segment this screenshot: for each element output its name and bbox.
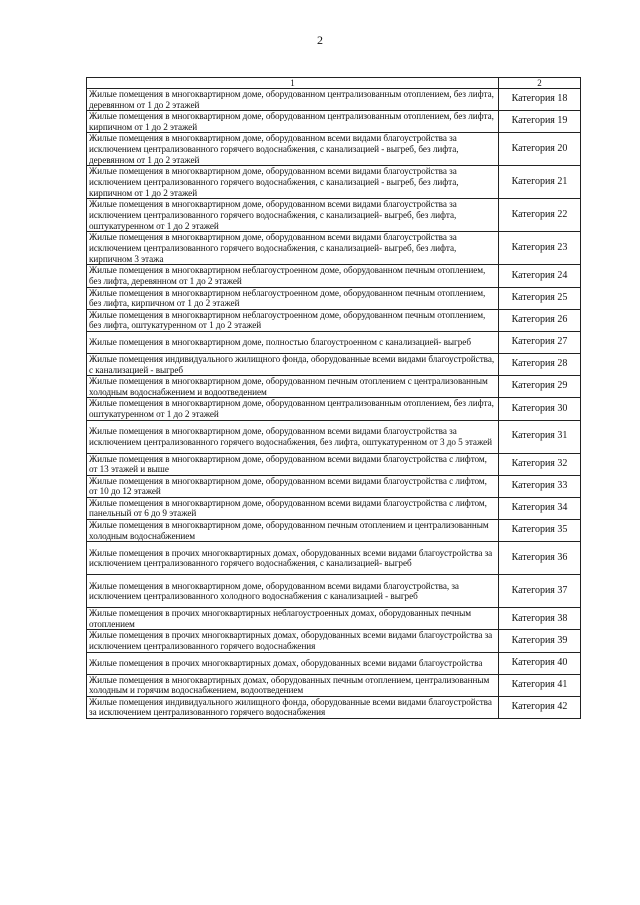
row-category: Категория 42 <box>499 696 581 718</box>
row-category: Категория 34 <box>499 497 581 519</box>
table-row <box>87 542 581 575</box>
row-description: Жилые помещения в многоквартирном доме, оборудованном всеми видами благоустройства с лифтом, от 13 этажей и выше <box>87 453 499 475</box>
row-description: Жилые помещения в прочих многоквартирных неблагоустроенных домах, оборудованных печным отоплением <box>87 608 499 630</box>
table-row <box>87 497 581 519</box>
table-row <box>87 420 581 453</box>
row-description: Жилые помещения в многоквартирном доме, оборудованном всеми видами благоустройства с лифтом, от 10 до 12 этажей <box>87 475 499 497</box>
row-description: Жилые помещения в многоквартирном доме, оборудованном централизованным отоплением, без лифта, деревянном от 1 до 2 этажей <box>87 89 499 111</box>
row-category: Категория 30 <box>499 398 581 420</box>
column-header-2: 2 <box>499 78 581 89</box>
row-description: Жилые помещения в многоквартирном доме, оборудованном централизованным отоплением, без лифта, кирпичном от 1 до 2 этажей <box>87 111 499 133</box>
row-description: Жилые помещения в многоквартирном неблагоустроенном доме, оборудованном печным отоплением, без лифта, оштукатуренном от 1 до 2 этажей <box>87 309 499 331</box>
row-description: Жилые помещения в многоквартирном доме, оборудованном всеми видами благоустройства за исключением централизованного горячего водоснабжения, с канализацией - выгреб, без лифта, кирпичном от 1 до 2 этажей <box>87 166 499 199</box>
table-row <box>87 630 581 652</box>
row-category: Категория 24 <box>499 265 581 287</box>
table-row <box>87 309 581 331</box>
table-row <box>87 376 581 398</box>
row-description: Жилые помещения индивидуального жилищного фонда, оборудованные всеми видами благоустройства, с канализацией - выгреб <box>87 353 499 375</box>
table-row <box>87 166 581 199</box>
row-description: Жилые помещения в многоквартирном доме, оборудованном всеми видами благоустройства за исключением централизованного горячего водоснабжения, без лифта, оштукатуренном от 3 до 5 этажей <box>87 420 499 453</box>
row-description: Жилые помещения в прочих многоквартирных домах, оборудованных всеми видами благоустройства <box>87 652 499 674</box>
row-category: Категория 39 <box>499 630 581 652</box>
row-category: Категория 40 <box>499 652 581 674</box>
row-category: Категория 18 <box>499 89 581 111</box>
table-row <box>87 674 581 696</box>
row-category: Категория 41 <box>499 674 581 696</box>
row-description: Жилые помещения в многоквартирном неблагоустроенном доме, оборудованном печным отоплением, без лифта, деревянном от 1 до 2 этажей <box>87 265 499 287</box>
row-category: Категория 22 <box>499 199 581 232</box>
table-row <box>87 287 581 309</box>
row-description: Жилые помещения индивидуального жилищного фонда, оборудованные всеми видами благоустройства за исключением централизованного горячего водоснабжения <box>87 696 499 718</box>
table-row <box>87 331 581 353</box>
row-description: Жилые помещения в многоквартирном доме, оборудованном всеми видами благоустройства с лифтом, панельный от 6 до 9 этажей <box>87 497 499 519</box>
row-category: Категория 21 <box>499 166 581 199</box>
table-row <box>87 89 581 111</box>
table-row <box>87 652 581 674</box>
table-row <box>87 111 581 133</box>
row-category: Категория 36 <box>499 542 581 575</box>
table-row <box>87 696 581 718</box>
row-category: Категория 20 <box>499 133 581 166</box>
row-category: Категория 37 <box>499 575 581 608</box>
table-row <box>87 453 581 475</box>
row-category: Категория 23 <box>499 232 581 265</box>
row-category: Категория 31 <box>499 420 581 453</box>
row-category: Категория 32 <box>499 453 581 475</box>
row-category: Категория 27 <box>499 331 581 353</box>
table-row <box>87 265 581 287</box>
row-description: Жилые помещения в прочих многоквартирных домах, оборудованных всеми видами благоустройства за исключением централизованного горячего водоснабжения <box>87 630 499 652</box>
table-row <box>87 520 581 542</box>
table-row <box>87 608 581 630</box>
row-category: Категория 25 <box>499 287 581 309</box>
row-category: Категория 35 <box>499 520 581 542</box>
table-row <box>87 199 581 232</box>
table-row <box>87 133 581 166</box>
row-description: Жилые помещения в многоквартирном неблагоустроенном доме, оборудованном печным отоплением, без лифта, кирпичном от 1 до 2 этажей <box>87 287 499 309</box>
row-description: Жилые помещения в прочих многоквартирных домах, оборудованных всеми видами благоустройства за исключением централизованного горячего водоснабжения, с канализацией- выгреб <box>87 542 499 575</box>
row-category: Категория 28 <box>499 353 581 375</box>
category-table <box>86 77 581 719</box>
row-description: Жилые помещения в многоквартирном доме, оборудованном всеми видами благоустройства за исключением централизованного горячего водоснабжения, с канализацией- выгреб, без лифта, кирпичном 3 этажа <box>87 232 499 265</box>
row-description: Жилые помещения в многоквартирном доме, оборудованном всеми видами благоустройства за исключением централизованного горячего водоснабжения, с канализацией- выгреб, без лифта, оштукатуренном от 1 до 2 этажей <box>87 199 499 232</box>
row-description: Жилые помещения в многоквартирном доме, оборудованном печным отоплением и централизованным холодным водоснабжением <box>87 520 499 542</box>
row-description: Жилые помещения в многоквартирном доме, оборудованном всеми видами благоустройства, за исключением централизованного холодного водоснабжения с канализацией - выгреб <box>87 575 499 608</box>
column-header-1: 1 <box>87 78 499 89</box>
row-category: Категория 19 <box>499 111 581 133</box>
row-category: Категория 29 <box>499 376 581 398</box>
table-row <box>87 575 581 608</box>
table-row <box>87 353 581 375</box>
table-header-row <box>87 78 581 89</box>
row-description: Жилые помещения в многоквартирном доме, полностью благоустроенном с канализацией- выгреб <box>87 331 499 353</box>
row-category: Категория 38 <box>499 608 581 630</box>
page-number: 2 <box>317 33 323 47</box>
row-description: Жилые помещения в многоквартирных домах, оборудованных печным отоплением, централизованным холодным и горячим водоснабжением, водоотведением <box>87 674 499 696</box>
table-row <box>87 398 581 420</box>
row-description: Жилые помещения в многоквартирном доме, оборудованном всеми видами благоустройства за исключением централизованного горячего водоснабжения, с канализацией - выгреб, без лифта, деревянном от 1 до 2 этажей <box>87 133 499 166</box>
row-category: Категория 33 <box>499 475 581 497</box>
row-description: Жилые помещения в многоквартирном доме, оборудованном печным отоплением с централизованным холодным водоснабжением и водоотведением <box>87 376 499 398</box>
table-row <box>87 475 581 497</box>
row-category: Категория 26 <box>499 309 581 331</box>
table-row <box>87 232 581 265</box>
row-description: Жилые помещения в многоквартирном доме, оборудованном централизованным отоплением, без лифта, оштукатуренном от 1 до 2 этажей <box>87 398 499 420</box>
